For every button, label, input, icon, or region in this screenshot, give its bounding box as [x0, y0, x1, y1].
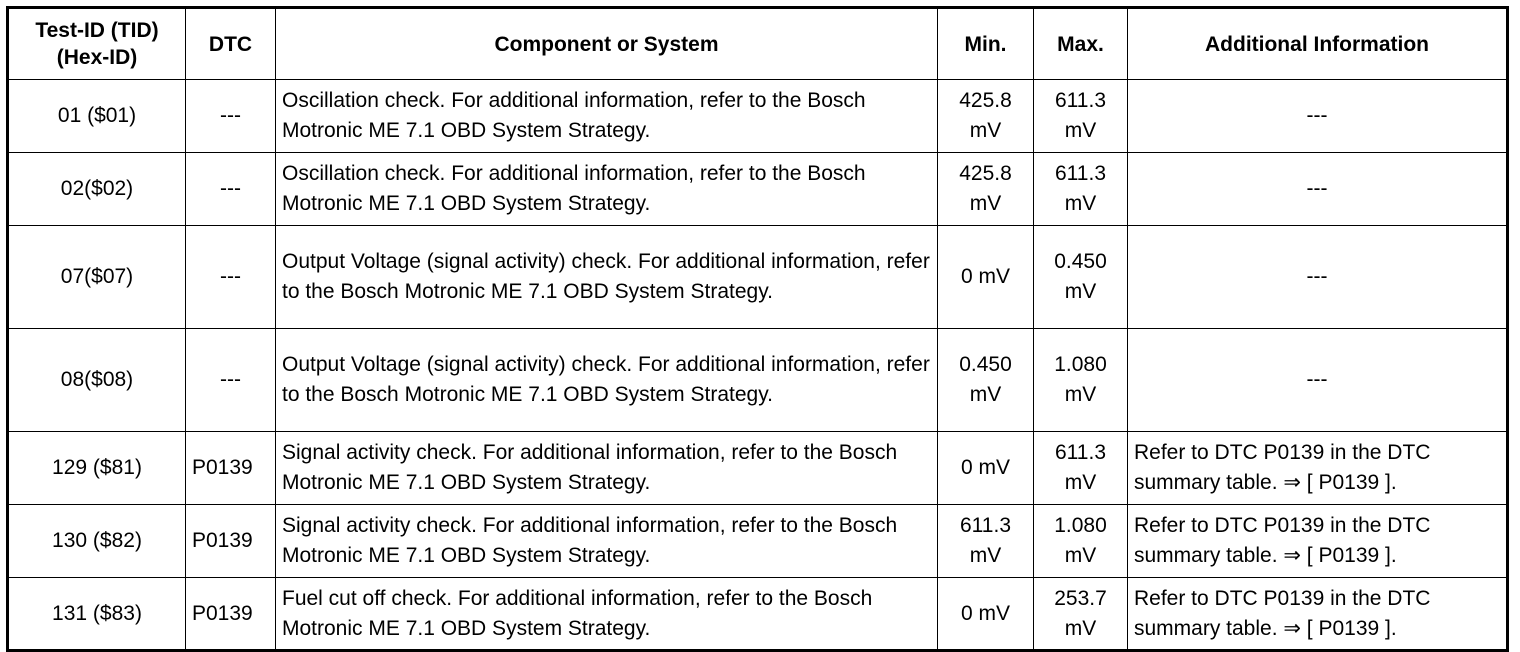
header-tid: [8, 8, 186, 80]
cell-tid: 130 ($82): [8, 505, 186, 578]
cell-min: 425.8 mV: [938, 80, 1034, 153]
tid-table: [6, 6, 1509, 652]
cell-component: Output Voltage (signal activity) check. For additional information, refer to the Bosch Motronic ME 7.1 OBD System Strategy.: [276, 226, 938, 329]
cell-min: 0 mV: [938, 578, 1034, 651]
table-row: [8, 432, 1508, 505]
cell-tid: 129 ($81): [8, 432, 186, 505]
cell-component: Fuel cut off check. For additional information, refer to the Bosch Motronic ME 7.1 OBD System Strategy.: [276, 578, 938, 651]
header-tid-line2: (Hex-ID): [56, 46, 138, 69]
header-dtc: DTC: [186, 8, 276, 80]
table-row: [8, 329, 1508, 432]
cell-max: 611.3 mV: [1034, 432, 1128, 505]
header-row: [8, 8, 1508, 80]
cell-tid: 131 ($83): [8, 578, 186, 651]
table-row: [8, 80, 1508, 153]
header-tid-line1: Test-ID (TID): [35, 19, 159, 42]
cell-dtc: ---: [186, 80, 276, 153]
cell-info: ---: [1128, 226, 1508, 329]
cell-min: 0 mV: [938, 226, 1034, 329]
cell-component: Signal activity check. For additional information, refer to the Bosch Motronic ME 7.1 OBD System Strategy.: [276, 505, 938, 578]
cell-dtc: P0139: [186, 432, 276, 505]
cell-info: Refer to DTC P0139 in the DTC summary table. ⇒ [ P0139 ].: [1128, 578, 1508, 651]
cell-min: 0 mV: [938, 432, 1034, 505]
cell-max: 253.7 mV: [1034, 578, 1128, 651]
cell-tid: 02($02): [8, 153, 186, 226]
cell-tid: 08($08): [8, 329, 186, 432]
cell-component: Oscillation check. For additional information, refer to the Bosch Motronic ME 7.1 OBD System Strategy.: [276, 153, 938, 226]
cell-dtc: ---: [186, 329, 276, 432]
cell-component: Oscillation check. For additional information, refer to the Bosch Motronic ME 7.1 OBD System Strategy.: [276, 80, 938, 153]
cell-min: 425.8 mV: [938, 153, 1034, 226]
header-min: Min.: [938, 8, 1034, 80]
header-info: Additional Information: [1128, 8, 1508, 80]
table-row: [8, 153, 1508, 226]
cell-max: 1.080 mV: [1034, 505, 1128, 578]
cell-component: Signal activity check. For additional information, refer to the Bosch Motronic ME 7.1 OBD System Strategy.: [276, 432, 938, 505]
table-row: [8, 578, 1508, 651]
cell-info: ---: [1128, 80, 1508, 153]
cell-info: Refer to DTC P0139 in the DTC summary table. ⇒ [ P0139 ].: [1128, 432, 1508, 505]
cell-max: 1.080 mV: [1034, 329, 1128, 432]
cell-dtc: P0139: [186, 578, 276, 651]
cell-max: 611.3 mV: [1034, 80, 1128, 153]
cell-tid: 01 ($01): [8, 80, 186, 153]
cell-info: ---: [1128, 153, 1508, 226]
cell-min: 0.450 mV: [938, 329, 1034, 432]
cell-max: 611.3 mV: [1034, 153, 1128, 226]
table-row: [8, 226, 1508, 329]
cell-min: 611.3 mV: [938, 505, 1034, 578]
cell-tid: 07($07): [8, 226, 186, 329]
cell-dtc: ---: [186, 153, 276, 226]
table-row: [8, 505, 1508, 578]
cell-dtc: ---: [186, 226, 276, 329]
header-component: Component or System: [276, 8, 938, 80]
cell-info: ---: [1128, 329, 1508, 432]
cell-info: Refer to DTC P0139 in the DTC summary table. ⇒ [ P0139 ].: [1128, 505, 1508, 578]
cell-dtc: P0139: [186, 505, 276, 578]
cell-max: 0.450 mV: [1034, 226, 1128, 329]
cell-component: Output Voltage (signal activity) check. For additional information, refer to the Bosch Motronic ME 7.1 OBD System Strategy.: [276, 329, 938, 432]
header-max: Max.: [1034, 8, 1128, 80]
